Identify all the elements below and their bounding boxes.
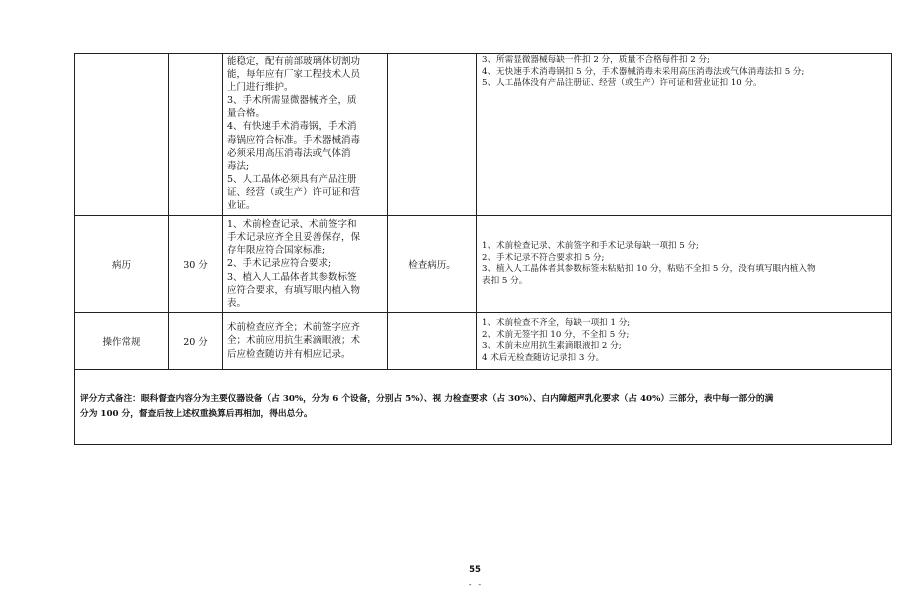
deduction-cell	[477, 54, 892, 216]
footer-dashes: - -	[467, 580, 483, 589]
evaluation-table	[74, 53, 892, 445]
standard-line: 应符合要求，有填写眼内植入物	[227, 284, 361, 296]
scoring-note-line: 分为 100 分，督查后按上述权重换算后再相加，得出总分。	[80, 409, 313, 419]
standard-cell	[223, 313, 388, 370]
deduction-line: 2、手术记录不符合要求扣 5 分;	[482, 252, 605, 263]
category-cell: 病历	[75, 216, 169, 313]
scoring-note-line: 评分方式备注：眼科督查内容分为主要仪器设备（占 30%，分为 6 个设备，分别占 5%）、视 力检查要求（占 30%）、白内障超声乳化要求（占 40%）三部分，表中每一部分的满	[80, 394, 774, 404]
category-cell: 操作常规	[75, 313, 169, 370]
standard-line: 能稳定，配有前部玻璃体切割功	[227, 56, 361, 67]
score-cell: 20 分	[169, 313, 223, 370]
table-row-medical-records	[75, 216, 892, 313]
page-number: 55	[469, 565, 481, 575]
method-cell	[388, 54, 477, 216]
standard-line: 3、植入人工晶体者其参数标签	[227, 271, 357, 283]
deduction-line: 3、所需显微器械每缺一件扣 2 分，质量不合格每件扣 2 分;	[482, 55, 710, 65]
standard-line: 1、术前检查记录、术前签字和	[227, 219, 357, 231]
standard-line: 业证。	[227, 200, 256, 212]
standard-line: 3、手术所需显微器械齐全，质	[227, 95, 357, 107]
standard-line: 上门进行维护。	[227, 82, 294, 94]
deduction-cell	[477, 216, 892, 313]
deduction-line: 3、术前未应用抗生素滴眼液扣 2 分;	[482, 341, 622, 351]
deduction-line: 表扣 5 分。	[482, 275, 528, 286]
standard-line: 能，每年应有厂家工程技术人员	[227, 69, 361, 81]
table-row-equipment-continued	[75, 54, 892, 216]
deduction-line: 1、术前检查记录、术前签字和手术记录每缺一项扣 5 分;	[482, 241, 699, 251]
deduction-line: 1、术前检查不齐全，每缺一项扣 1 分;	[482, 318, 631, 328]
method-cell: 检查病历。	[388, 216, 477, 313]
score-cell: 30 分	[169, 216, 223, 313]
table-row-scoring-note	[75, 370, 892, 445]
standard-line: 后应检查随访并有相应记录。	[227, 348, 351, 360]
score-cell	[169, 54, 223, 216]
category-cell	[75, 54, 169, 216]
standard-line: 全；术前应用抗生素滴眼液；术	[227, 335, 361, 347]
standard-line: 术前检查应齐全；术前签字应齐	[227, 322, 361, 334]
deduction-cell	[477, 313, 892, 370]
standard-cell	[223, 216, 388, 313]
standard-line: 量合格。	[227, 108, 266, 120]
deduction-line: 2、术前无签字扣 10 分，不全扣 5 分;	[482, 329, 630, 340]
standard-cell	[223, 54, 388, 216]
standard-line: 表。	[227, 297, 247, 309]
standard-line: 存年限应符合国家标准;	[227, 245, 326, 257]
method-cell	[388, 313, 477, 370]
standard-line: 证、经营（或生产）许可证和营	[227, 186, 361, 198]
standard-line: 5、人工晶体必须具有产品注册	[227, 173, 357, 185]
standard-line: 必须采用高压消毒法或气体消	[227, 147, 351, 159]
standard-line: 毒法;	[227, 160, 250, 172]
standard-line: 毒锅应符合标准。手术器械消毒	[227, 134, 361, 146]
standard-line: 2、手术记录应符合要求;	[227, 258, 332, 270]
deduction-line: 4、无快速手术消毒锅扣 5 分，手术器械消毒未采用高压消毒法或气体消毒法扣 5 分;	[482, 66, 805, 77]
standard-line: 手术记录应齐全且妥善保存，保	[227, 232, 361, 244]
deduction-line: 5、人工晶体没有产品注册证、经营（或生产）许可证和营业证扣 10 分。	[482, 78, 762, 88]
deduction-line: 3、植入人工晶体者其参数标签未粘贴扣 10 分，粘贴不全扣 5 分，没有填写眼内植入物	[482, 264, 816, 274]
scoring-note-cell	[75, 370, 892, 445]
table-row-operating-procedures	[75, 313, 892, 370]
deduction-line: 4 术后无检查随访记录扣 3 分。	[482, 352, 605, 363]
standard-line: 4、有快速手术消毒锅，手术消	[227, 121, 357, 133]
